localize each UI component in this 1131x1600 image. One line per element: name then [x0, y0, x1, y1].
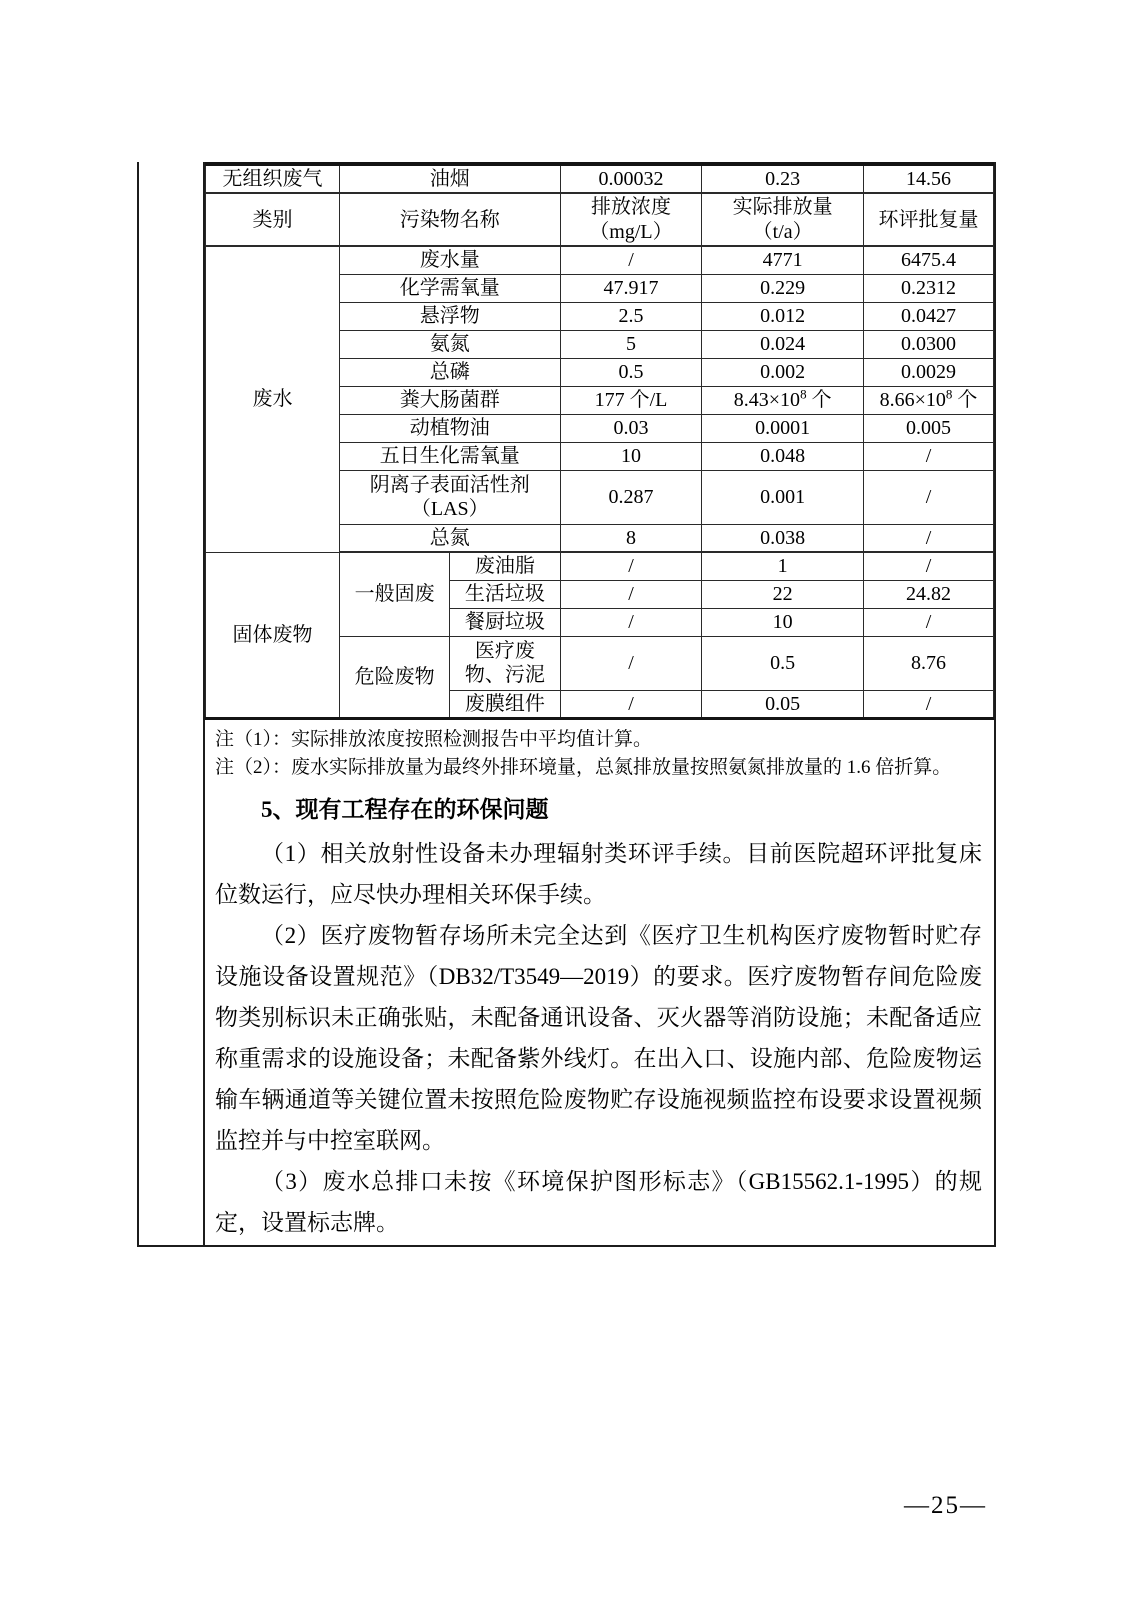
value-cell: /	[863, 690, 993, 718]
table-row	[206, 552, 994, 580]
value-cell: /	[863, 608, 993, 636]
value-cell: /	[560, 636, 702, 690]
table-header-row	[206, 193, 994, 246]
value-cell: 0.5	[702, 636, 864, 690]
pollutant-cell: 动植物油	[339, 414, 560, 442]
header-pollutant: 污染物名称	[339, 193, 560, 246]
left-gutter-column	[139, 162, 205, 1245]
value-cell: 0.0300	[863, 330, 993, 358]
superscript: 8	[800, 386, 807, 402]
value-cell: 0.5	[560, 358, 702, 386]
category-cell-solid-waste: 固体废物	[206, 552, 340, 718]
pollutant-cell: 废膜组件	[450, 690, 560, 718]
value-cell: /	[560, 552, 702, 580]
value-cell: /	[560, 608, 702, 636]
value-cell: /	[863, 470, 993, 524]
pollutant-cell: 总磷	[339, 358, 560, 386]
category-cell-wastewater: 废水	[206, 246, 340, 552]
pollutant-cell: 粪大肠菌群	[339, 386, 560, 414]
value-cell: 8	[560, 524, 702, 552]
header-line: （t/a）	[752, 220, 813, 243]
header-line: （mg/L）	[589, 220, 673, 243]
value-cell: 0.038	[702, 524, 864, 552]
value-unit: 个	[952, 388, 978, 411]
content-area	[205, 162, 994, 1245]
pollutant-cell: 五日生化需氧量	[339, 442, 560, 470]
pollutant-cell: 氨氮	[339, 330, 560, 358]
value-cell: 10	[702, 608, 864, 636]
table-notes	[205, 720, 994, 782]
value-text: 8.66×10	[879, 388, 946, 411]
value-cell: 0.0001	[702, 414, 864, 442]
value-cell: 0.0029	[863, 358, 993, 386]
value-cell: 0.048	[702, 442, 864, 470]
value-cell: 0.287	[560, 470, 702, 524]
subcategory-cell-general: 一般固废	[339, 552, 449, 636]
value-cell: 8.76	[863, 636, 993, 690]
value-cell: 0.03	[560, 414, 702, 442]
section-body	[205, 833, 994, 1243]
pollutant-cell: 废油脂	[450, 552, 560, 580]
pollutant-cell: 化学需氧量	[339, 274, 560, 302]
page-number: —25—	[904, 1492, 987, 1519]
value-cell: 2.5	[560, 302, 702, 330]
value-cell: 0.024	[702, 330, 864, 358]
table-row-fugitive-gas	[206, 164, 994, 193]
pollutant-cell: 餐厨垃圾	[450, 608, 560, 636]
value-cell: 0.2312	[863, 274, 993, 302]
value-text: 8.43×10	[733, 388, 801, 411]
value-cell: 0.229	[702, 274, 864, 302]
value-cell: /	[863, 552, 993, 580]
table-row	[206, 246, 994, 274]
value-cell: 6475.4	[863, 246, 993, 274]
value-unit: 个	[806, 388, 832, 411]
value-cell: 0.012	[702, 302, 864, 330]
value-cell: 0.002	[702, 358, 864, 386]
section-heading: 5、现有工程存在的环保问题	[261, 797, 549, 823]
pollutant-cell: 生活垃圾	[450, 580, 560, 608]
pollutant-cell: 总氮	[339, 524, 560, 552]
category-cell: 无组织废气	[206, 164, 340, 193]
value-cell: 22	[702, 580, 864, 608]
value-cell: 0.005	[863, 414, 993, 442]
value-cell: 24.82	[863, 580, 993, 608]
pollutant-cell: 废水量	[339, 246, 560, 274]
paragraph-2: （2）医疗废物暂存场所未完全达到《医疗卫生机构医疗废物暂时贮存设施设备设置规范》（DB32/T3549—2019）的要求。医疗废物暂存间危险废物类别标识未正确张贴，未配备通讯设备、灭火器等消防设施；未配备适应称重需求的设施设备；未配备紫外线灯。在出入口、设施内部、危险废物运输车辆通道等关键位置未按照危险废物贮存设施视频监控布设要求设置视频监控并与中控室联网。	[215, 923, 982, 1154]
pollutant-line: （LAS）	[410, 498, 489, 521]
header-approved: 环评批复量	[863, 193, 993, 246]
pollutant-line: 阴离子表面活性剂	[369, 473, 530, 496]
paragraph-3: （3）废水总排口未按《环境保护图形标志》（GB15562.1-1995）的规定，设置标志牌。	[215, 1169, 982, 1236]
value-cell: 0.23	[702, 164, 864, 193]
paragraph-1: （1）相关放射性设备未办理辐射类环评手续。目前医院超环评批复床位数运行，应尽快办理相关环保手续。	[215, 841, 982, 908]
value-cell: 1	[702, 552, 864, 580]
value-cell: /	[863, 442, 993, 470]
value-cell: /	[560, 580, 702, 608]
pollutant-cell	[450, 636, 560, 690]
pollutant-cell: 悬浮物	[339, 302, 560, 330]
header-actual	[702, 193, 864, 246]
note-1: 注（1）：实际排放浓度按照检测报告中平均值计算。	[215, 729, 653, 751]
value-cell: 177 个/L	[560, 386, 702, 414]
header-line: 排放浓度	[590, 196, 671, 219]
value-cell	[863, 386, 993, 414]
document-frame	[137, 162, 996, 1247]
value-cell: 0.001	[702, 470, 864, 524]
header-category: 类别	[206, 193, 340, 246]
subcategory-cell-hazardous: 危险废物	[339, 636, 449, 718]
value-cell: /	[863, 524, 993, 552]
superscript: 8	[945, 386, 953, 402]
value-cell: /	[560, 690, 702, 718]
value-cell: 4771	[702, 246, 864, 274]
pollutant-line: 物、污泥	[464, 664, 545, 687]
value-cell: 14.56	[863, 164, 993, 193]
value-cell: 5	[560, 330, 702, 358]
value-cell: 0.00032	[560, 164, 702, 193]
pollutant-cell: 油烟	[339, 164, 560, 193]
pollution-table	[205, 162, 994, 720]
value-cell: 0.0427	[863, 302, 993, 330]
header-concentration	[560, 193, 702, 246]
value-cell: 47.917	[560, 274, 702, 302]
pollutant-cell	[339, 470, 560, 524]
value-cell: 10	[560, 442, 702, 470]
pollutant-line: 医疗废	[474, 639, 535, 662]
value-cell: /	[560, 246, 702, 274]
value-cell	[702, 386, 864, 414]
header-line: 实际排放量	[732, 196, 833, 219]
note-2: 注（2）：废水实际排放量为最终外排环境量，总氮排放量按照氨氮排放量的 1.6 倍折算。	[215, 757, 952, 779]
value-cell: 0.05	[702, 690, 864, 718]
